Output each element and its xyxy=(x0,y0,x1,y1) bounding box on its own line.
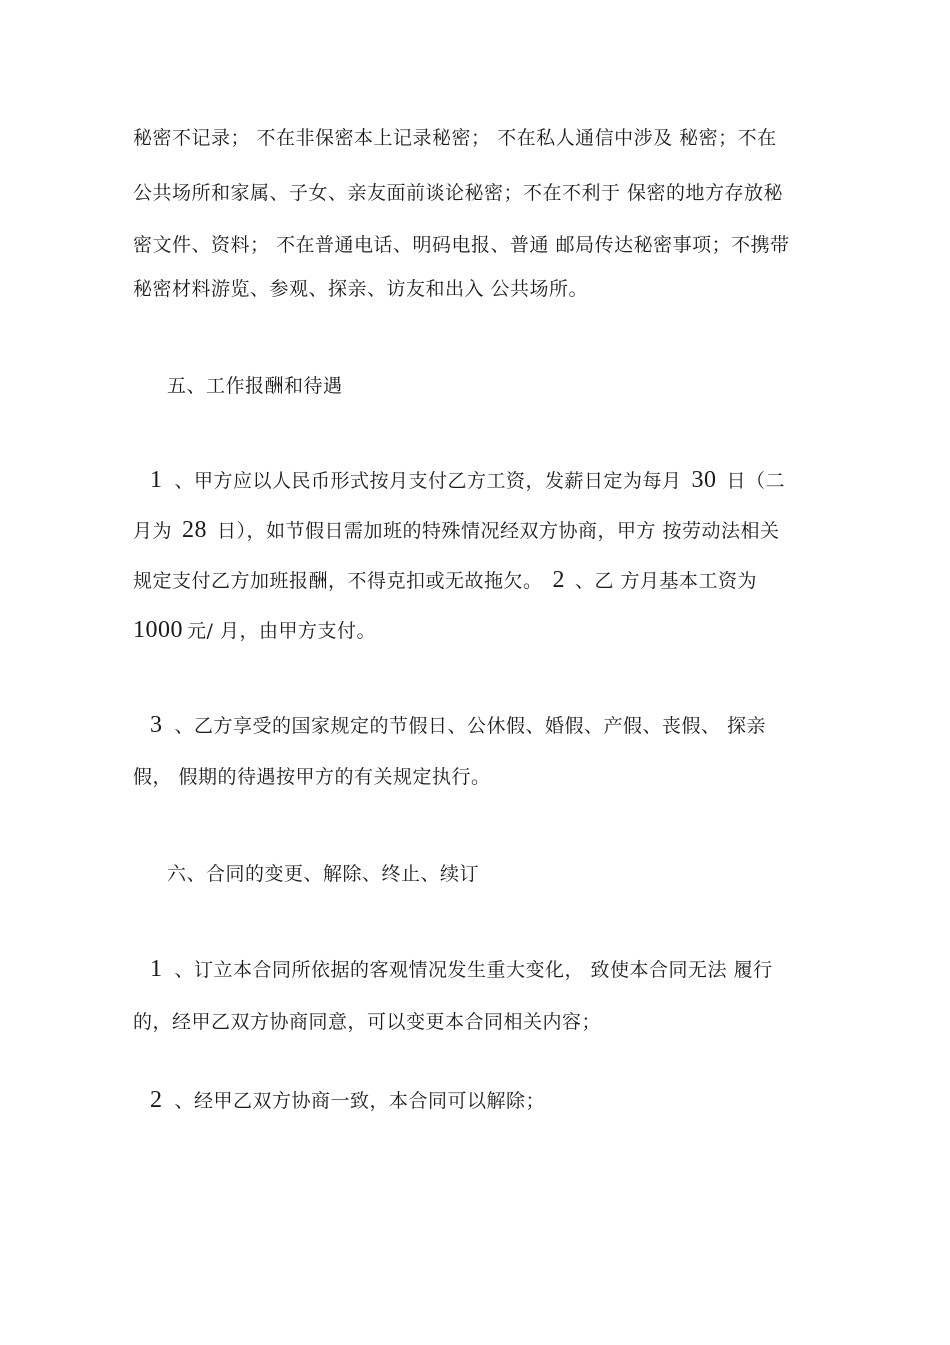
paragraph-line: 假， 假期的待遇按甲方的有关规定执行。 xyxy=(133,766,491,788)
text-run: 元/ 月，由甲方支付。 xyxy=(187,620,376,642)
text-run: 规定支付乙方加班报酬，不得克扣或无故拖欠。 xyxy=(133,570,543,592)
inline-number: 28 xyxy=(182,517,208,543)
text-run: 、甲方应以人民币形式按月支付乙方工资，发薪日定为每月 xyxy=(174,470,682,492)
paragraph-line xyxy=(150,957,773,982)
paragraph-line: 公共场所和家属、子女、亲友面前谈论秘密；不在不利于 保密的地方存放秘 xyxy=(133,182,784,204)
item-number: 1 xyxy=(150,467,163,493)
text-run: 、乙方享受的国家规定的节假日、公休假、婚假、产假、丧假、 探亲 xyxy=(174,715,767,737)
item-number: 2 xyxy=(150,1087,163,1113)
section-heading: 六、合同的变更、解除、终止、续订 xyxy=(167,863,480,885)
paragraph-line: 的，经甲乙双方协商同意，可以变更本合同相关内容； xyxy=(133,1011,602,1033)
paragraph-line: 秘密不记录； 不在非保密本上记录秘密； 不在私人通信中涉及 秘密；不在 xyxy=(133,127,777,149)
text-run: 、经甲乙双方协商一致，本合同可以解除； xyxy=(174,1090,546,1112)
paragraph-line xyxy=(133,618,376,643)
text-run: 日（二 xyxy=(726,470,786,492)
inline-number: 1000 xyxy=(133,617,183,643)
paragraph-line xyxy=(150,1088,545,1113)
paragraph-line: 秘密材料游览、参观、探亲、访友和出入 公共场所。 xyxy=(133,278,589,300)
paragraph-line xyxy=(133,568,757,593)
text-run: 月为 xyxy=(133,520,173,542)
text-run: 、乙 方月基本工资为 xyxy=(575,570,758,592)
paragraph-line xyxy=(150,468,785,493)
item-number: 3 xyxy=(150,712,163,738)
paragraph-line: 密文件、资料； 不在普通电话、明码电报、普通 邮局传达秘密事项；不携带 xyxy=(133,234,790,256)
inline-number: 2 xyxy=(552,567,566,593)
text-run: 日），如节假日需加班的特殊情况经双方协商，甲方 按劳动法相关 xyxy=(217,520,780,542)
paragraph-line xyxy=(150,713,766,738)
item-number: 1 xyxy=(150,956,163,982)
text-run: 、订立本合同所依据的客观情况发生重大变化， 致使本合同无法 履行 xyxy=(174,959,773,981)
inline-number: 30 xyxy=(691,467,717,493)
paragraph-line xyxy=(133,518,780,543)
section-heading: 五、工作报酬和待遇 xyxy=(167,375,343,397)
